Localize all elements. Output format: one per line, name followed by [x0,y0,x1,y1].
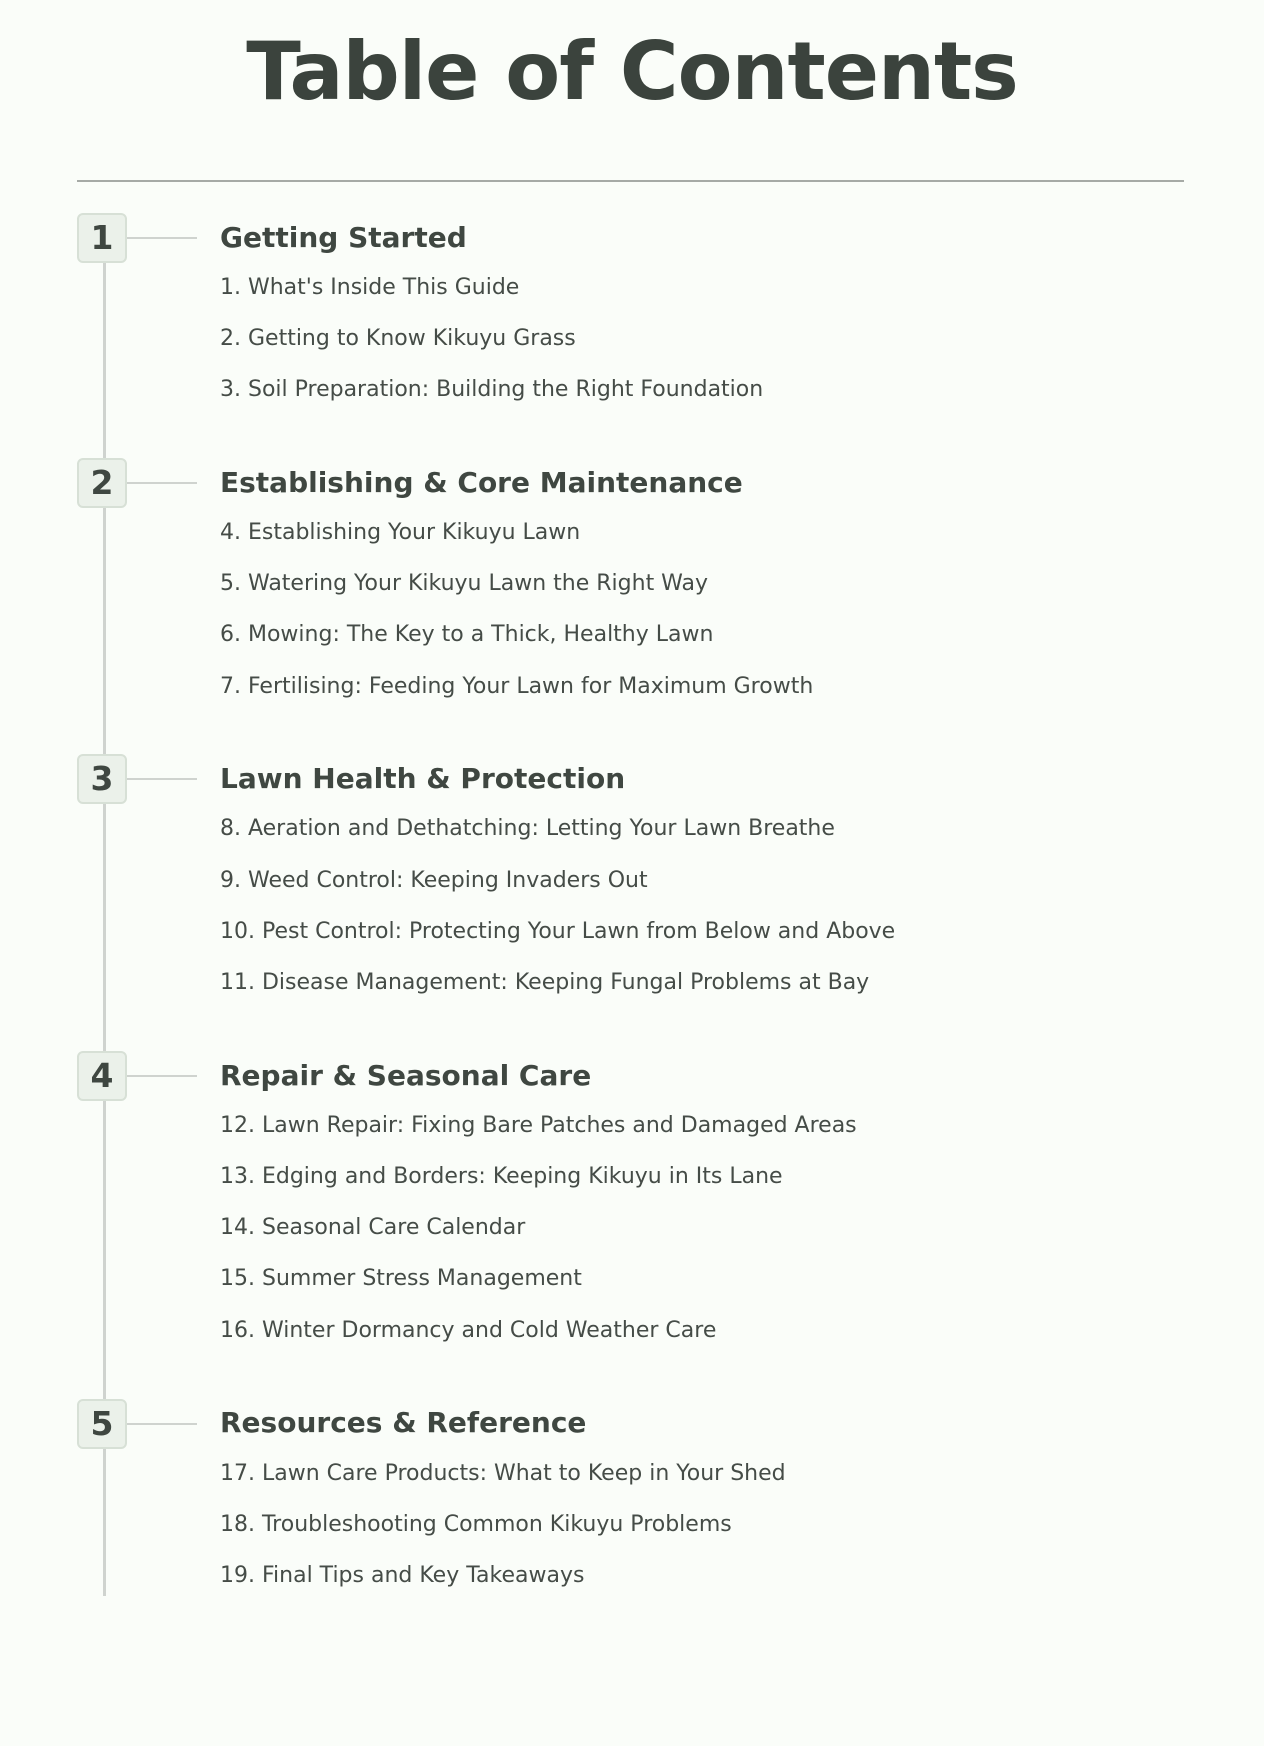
toc-entry-3[interactable]: 3. Soil Preparation: Building the Right Foundation [220,377,764,402]
toc-entry-7[interactable]: 7. Fertilising: Feeding Your Lawn for Maximum Growth [220,674,814,699]
section-3-heading[interactable]: Lawn Health & Protection [220,762,626,795]
section-4-number-badge: 4 [77,1051,127,1101]
toc-entry-11[interactable]: 11. Disease Management: Keeping Fungal Problems at Bay [220,970,870,995]
section-1-number-badge: 1 [77,213,127,263]
section-5-heading[interactable]: Resources & Reference [220,1406,587,1439]
section-2-connector [127,482,197,484]
title-divider [77,180,1184,182]
section-2-heading[interactable]: Establishing & Core Maintenance [220,466,743,499]
section-1-heading[interactable]: Getting Started [220,221,467,254]
toc-entry-16[interactable]: 16. Winter Dormancy and Cold Weather Care [220,1318,717,1343]
section-1-spine [103,238,106,458]
toc-entry-4[interactable]: 4. Establishing Your Kikuyu Lawn [220,520,581,545]
toc-entry-15[interactable]: 15. Summer Stress Management [220,1266,582,1291]
section-4-heading[interactable]: Repair & Seasonal Care [220,1059,592,1092]
toc-entry-6[interactable]: 6. Mowing: The Key to a Thick, Healthy Lawn [220,622,714,647]
toc-entry-1[interactable]: 1. What's Inside This Guide [220,275,520,300]
section-2-number-badge: 2 [77,458,127,508]
section-3-spine [103,779,106,1051]
section-4-spine [103,1076,106,1399]
section-5-number-badge: 5 [77,1399,127,1449]
toc-entry-8[interactable]: 8. Aeration and Dethatching: Letting Your Lawn Breathe [220,816,835,841]
page-title: Table of Contents [246,25,1018,118]
section-5-connector [127,1423,197,1425]
toc-entry-17[interactable]: 17. Lawn Care Products: What to Keep in Your Shed [220,1461,786,1486]
toc-entry-14[interactable]: 14. Seasonal Care Calendar [220,1215,526,1240]
toc-entry-2[interactable]: 2. Getting to Know Kikuyu Grass [220,326,576,351]
toc-entry-19[interactable]: 19. Final Tips and Key Takeaways [220,1563,585,1588]
section-2-spine [103,483,106,754]
toc-entry-13[interactable]: 13. Edging and Borders: Keeping Kikuyu in Its Lane [220,1164,783,1189]
section-4-connector [127,1075,197,1077]
toc-entry-12[interactable]: 12. Lawn Repair: Fixing Bare Patches and Damaged Areas [220,1113,857,1138]
toc-entry-10[interactable]: 10. Pest Control: Protecting Your Lawn from Below and Above [220,919,896,944]
section-3-number-badge: 3 [77,754,127,804]
section-1-connector [127,237,197,239]
toc-entry-5[interactable]: 5. Watering Your Kikuyu Lawn the Right Way [220,571,709,596]
section-3-connector [127,778,197,780]
toc-entry-18[interactable]: 18. Troubleshooting Common Kikuyu Problems [220,1512,732,1537]
toc-entry-9[interactable]: 9. Weed Control: Keeping Invaders Out [220,868,648,893]
section-5-spine [103,1424,106,1596]
